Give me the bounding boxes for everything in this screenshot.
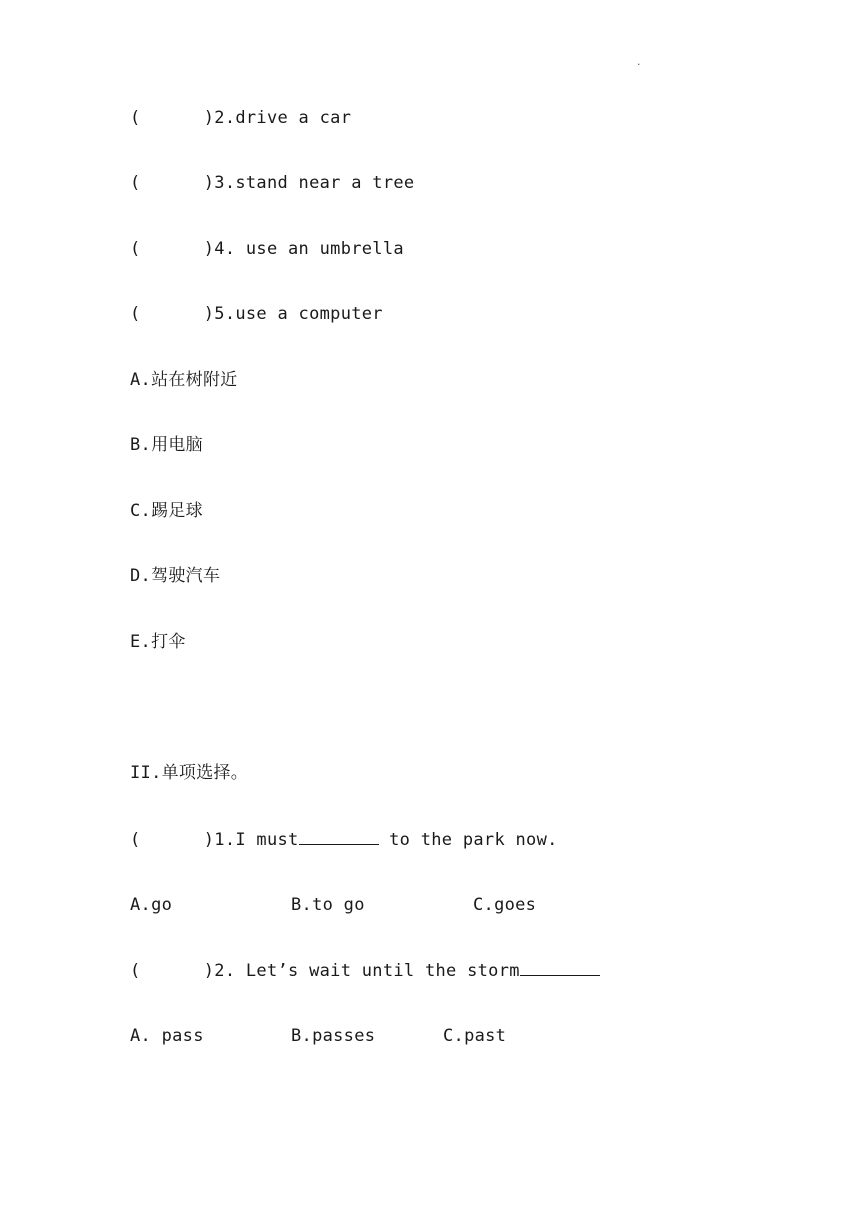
answer-option-b: B.用电脑	[130, 435, 203, 455]
question-2-option-a: A. pass	[130, 1026, 204, 1046]
answer-option-d: D.驾驶汽车	[130, 566, 221, 586]
matching-item-2: ( )2.drive a car	[130, 108, 352, 128]
page-mark: .	[636, 58, 642, 68]
matching-item-3: ( )3.stand near a tree	[130, 173, 415, 193]
answer-blank	[520, 959, 600, 976]
answer-option-a: A.站在树附近	[130, 370, 238, 390]
matching-item-5: ( )5.use a computer	[130, 304, 383, 324]
answer-option-c: C.踢足球	[130, 501, 203, 521]
question-1-option-c: C.goes	[473, 895, 537, 915]
question-1	[130, 828, 558, 851]
matching-item-4: ( )4. use an umbrella	[130, 239, 404, 259]
question-1-stem-end: to the park now.	[378, 830, 558, 850]
question-1-stem: ( )1.I must	[130, 830, 299, 850]
question-2	[130, 959, 600, 982]
question-1-option-a: A.go	[130, 895, 173, 915]
section-heading: II.单项选择。	[130, 763, 249, 783]
question-2-stem: ( )2. Let’s wait until the storm	[130, 961, 520, 981]
question-2-option-b: B.passes	[291, 1026, 376, 1046]
answer-blank	[299, 828, 379, 845]
answer-option-e: E.打伞	[130, 632, 186, 652]
question-1-option-b: B.to go	[291, 895, 365, 915]
question-2-option-c: C.past	[443, 1026, 507, 1046]
